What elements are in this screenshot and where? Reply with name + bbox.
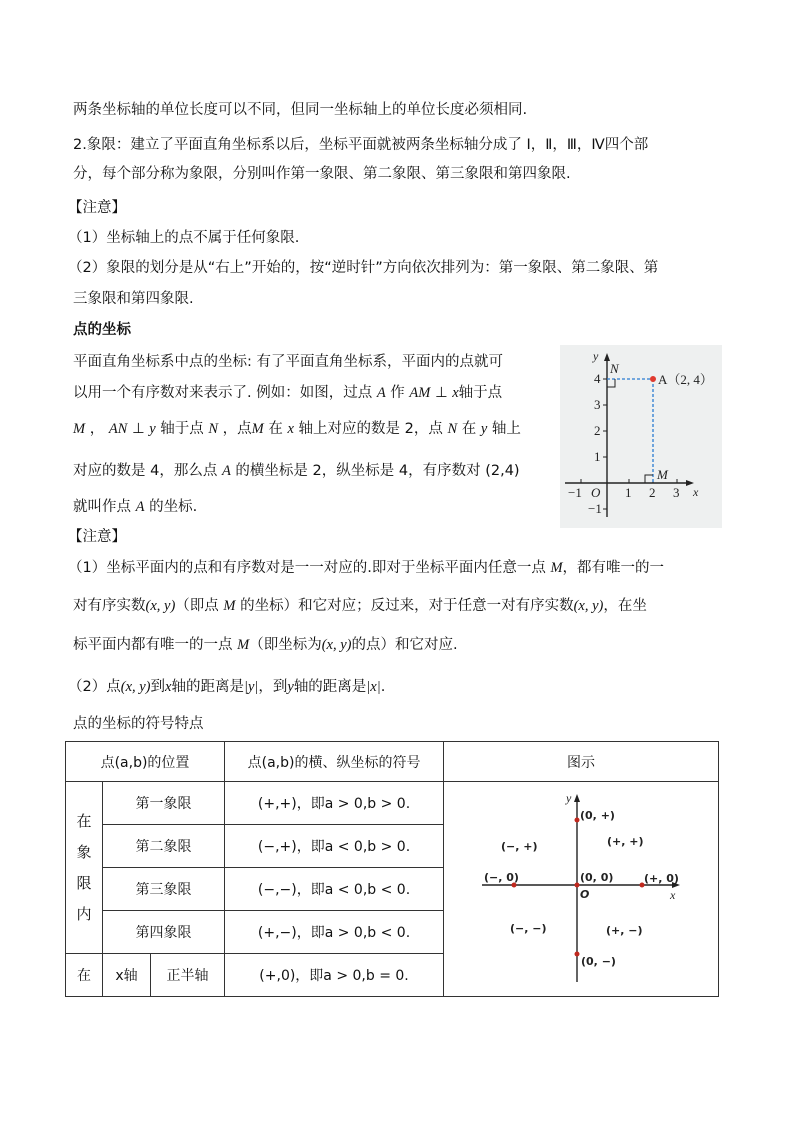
fig2-label-0-plus: (0, +) bbox=[580, 809, 615, 822]
on-axis-cell: 在 bbox=[66, 954, 103, 997]
header-figure: 图示 bbox=[444, 742, 719, 782]
quadrant-3-cell: 第三象限 bbox=[103, 868, 225, 911]
sign-figure-svg bbox=[444, 782, 718, 992]
x-tick-label-3: 3 bbox=[673, 485, 680, 500]
para-quadrant-1: 2.象限：建立了平面直角坐标系以后，坐标平面就被两条坐标轴分成了 Ⅰ，Ⅱ，Ⅲ，Ⅳ四个部 bbox=[73, 137, 649, 153]
fig2-label-plus-0: (+, 0) bbox=[644, 872, 679, 885]
in-quadrant-cell bbox=[66, 782, 103, 954]
note-2-line-2: 三象限和第四象限. bbox=[73, 291, 194, 307]
fig2-label-0-0: (0, 0) bbox=[580, 871, 614, 884]
quadrant-3-sign: (−,−)，即a < 0,b < 0. bbox=[225, 868, 444, 911]
para-quadrant-2: 分，每个部分称为象限，分别叫作第一象限、第二象限、第三象限和第四象限. bbox=[73, 166, 571, 182]
note-2-line-1: （2）象限的划分是从“右上”开始的，按“逆时针”方向依次排列为：第一象限、第二象限、第 bbox=[68, 260, 659, 276]
table-row bbox=[66, 782, 719, 825]
vtext-char: 限 bbox=[76, 873, 92, 892]
origin-label: O bbox=[591, 485, 601, 500]
fig2-x-label: x bbox=[670, 888, 676, 902]
note-label-1: 【注意】 bbox=[68, 200, 126, 216]
x-tick-label-1: 1 bbox=[625, 485, 632, 500]
x-axis-cell: x轴 bbox=[103, 954, 151, 997]
point-a-label: A（2, 4） bbox=[658, 372, 713, 387]
y-axis-arrow bbox=[604, 353, 610, 361]
sign-table bbox=[65, 741, 719, 997]
n-label: N bbox=[610, 361, 619, 376]
vtext-char: 内 bbox=[76, 904, 92, 923]
fig2-point-0-neg bbox=[575, 952, 580, 957]
quadrant-2-cell: 第二象限 bbox=[103, 825, 225, 868]
point-a bbox=[650, 376, 656, 382]
note-label-2: 【注意】 bbox=[68, 529, 126, 545]
y-tick-label-neg1: −1 bbox=[588, 501, 602, 516]
fig2-point-0-pos bbox=[575, 818, 580, 823]
positive-half-axis-cell: 正半轴 bbox=[151, 954, 225, 997]
vtext-char: 象 bbox=[76, 842, 92, 861]
fig2-label-minus-plus: (−, +) bbox=[501, 840, 538, 853]
fig2-label-0-minus: (0, −) bbox=[581, 955, 616, 968]
y-axis-label: y bbox=[593, 349, 599, 363]
note2-1: （1）坐标平面内的点和有序数对是一一对应的.即对于坐标平面内任意一点 M，都有唯一的一 bbox=[68, 560, 665, 576]
table-title: 点的坐标的符号特点 bbox=[73, 716, 204, 732]
coord-text-5: 就叫作点 A 的坐标. bbox=[73, 499, 198, 515]
fig2-origin-label: O bbox=[580, 888, 590, 901]
coord-text-3: M ， AN ⊥ y 轴于点 N ，点M 在 x 轴上对应的数是 2，点 N 在 y 轴上 bbox=[73, 421, 521, 437]
quadrant-1-cell: 第一象限 bbox=[103, 782, 225, 825]
fig2-label-minus-minus: (−, −) bbox=[510, 922, 547, 935]
y-tick-label-2: 2 bbox=[594, 423, 601, 438]
quadrant-4-sign: (+,−)，即a > 0,b < 0. bbox=[225, 911, 444, 954]
m-label: M bbox=[657, 467, 668, 482]
fig2-label-plus-minus: (+, −) bbox=[606, 924, 643, 937]
coord-text-1: 平面直角坐标系中点的坐标: 有了平面直角坐标系，平面内的点就可 bbox=[73, 354, 503, 370]
y-tick-label-1: 1 bbox=[594, 449, 601, 464]
fig2-y-arrow bbox=[574, 794, 580, 802]
x-tick-label-neg1: −1 bbox=[568, 485, 582, 500]
quadrant-4-cell: 第四象限 bbox=[103, 911, 225, 954]
x-tick-label-2: 2 bbox=[649, 485, 656, 500]
quadrant-1-sign: (+,+)，即a > 0,b > 0. bbox=[225, 782, 444, 825]
fig2-y-label: y bbox=[566, 791, 572, 805]
header-position: 点(a,b)的位置 bbox=[66, 742, 225, 782]
coord-text-2: 以用一个有序数对来表示了. 例如：如图，过点 A 作 AM ⊥ x轴于点 bbox=[73, 385, 503, 401]
fig2-label-plus-plus: (+, +) bbox=[607, 835, 644, 848]
note-1: （1）坐标轴上的点不属于任何象限. bbox=[68, 230, 300, 246]
fig2-point-origin bbox=[575, 883, 580, 888]
y-tick-label-3: 3 bbox=[594, 397, 601, 412]
coord-text-4: 对应的数是 4，那么点 A 的横坐标是 2，纵坐标是 4，有序数对 (2,4) bbox=[73, 463, 520, 479]
section-title: 点的坐标 bbox=[73, 322, 131, 338]
y-tick-label-4: 4 bbox=[594, 371, 601, 386]
note2-2: 对有序实数(x, y)（即点 M 的坐标）和它对应；反过来，对于任意一对有序实数(x, y)，在坐 bbox=[73, 598, 647, 614]
note2-3: 标平面内都有唯一的一点 M（即坐标为(x, y)的点）和它对应. bbox=[73, 637, 458, 653]
x-axis-label: x bbox=[693, 485, 699, 499]
right-angle-m bbox=[645, 475, 653, 483]
figure-cell bbox=[444, 782, 719, 997]
right-angle-n bbox=[607, 379, 615, 387]
note2-4: （2）点(x, y)到x轴的距离是|y|，到y轴的距离是|x|. bbox=[68, 679, 386, 695]
figure-point-a-svg bbox=[560, 345, 722, 528]
table-header-row bbox=[66, 742, 719, 782]
quadrant-2-sign: (−,+)，即a < 0,b > 0. bbox=[225, 825, 444, 868]
para-unit-length: 两条坐标轴的单位长度可以不同，但同一坐标轴上的单位长度必须相同. bbox=[73, 102, 528, 118]
fig2-label-minus-0: (−, 0) bbox=[484, 871, 519, 884]
figure-point-a bbox=[560, 345, 722, 528]
positive-half-axis-sign: (+,0)，即a > 0,b = 0. bbox=[225, 954, 444, 997]
vtext-char: 在 bbox=[76, 811, 92, 830]
header-sign: 点(a,b)的横、纵坐标的符号 bbox=[225, 742, 444, 782]
